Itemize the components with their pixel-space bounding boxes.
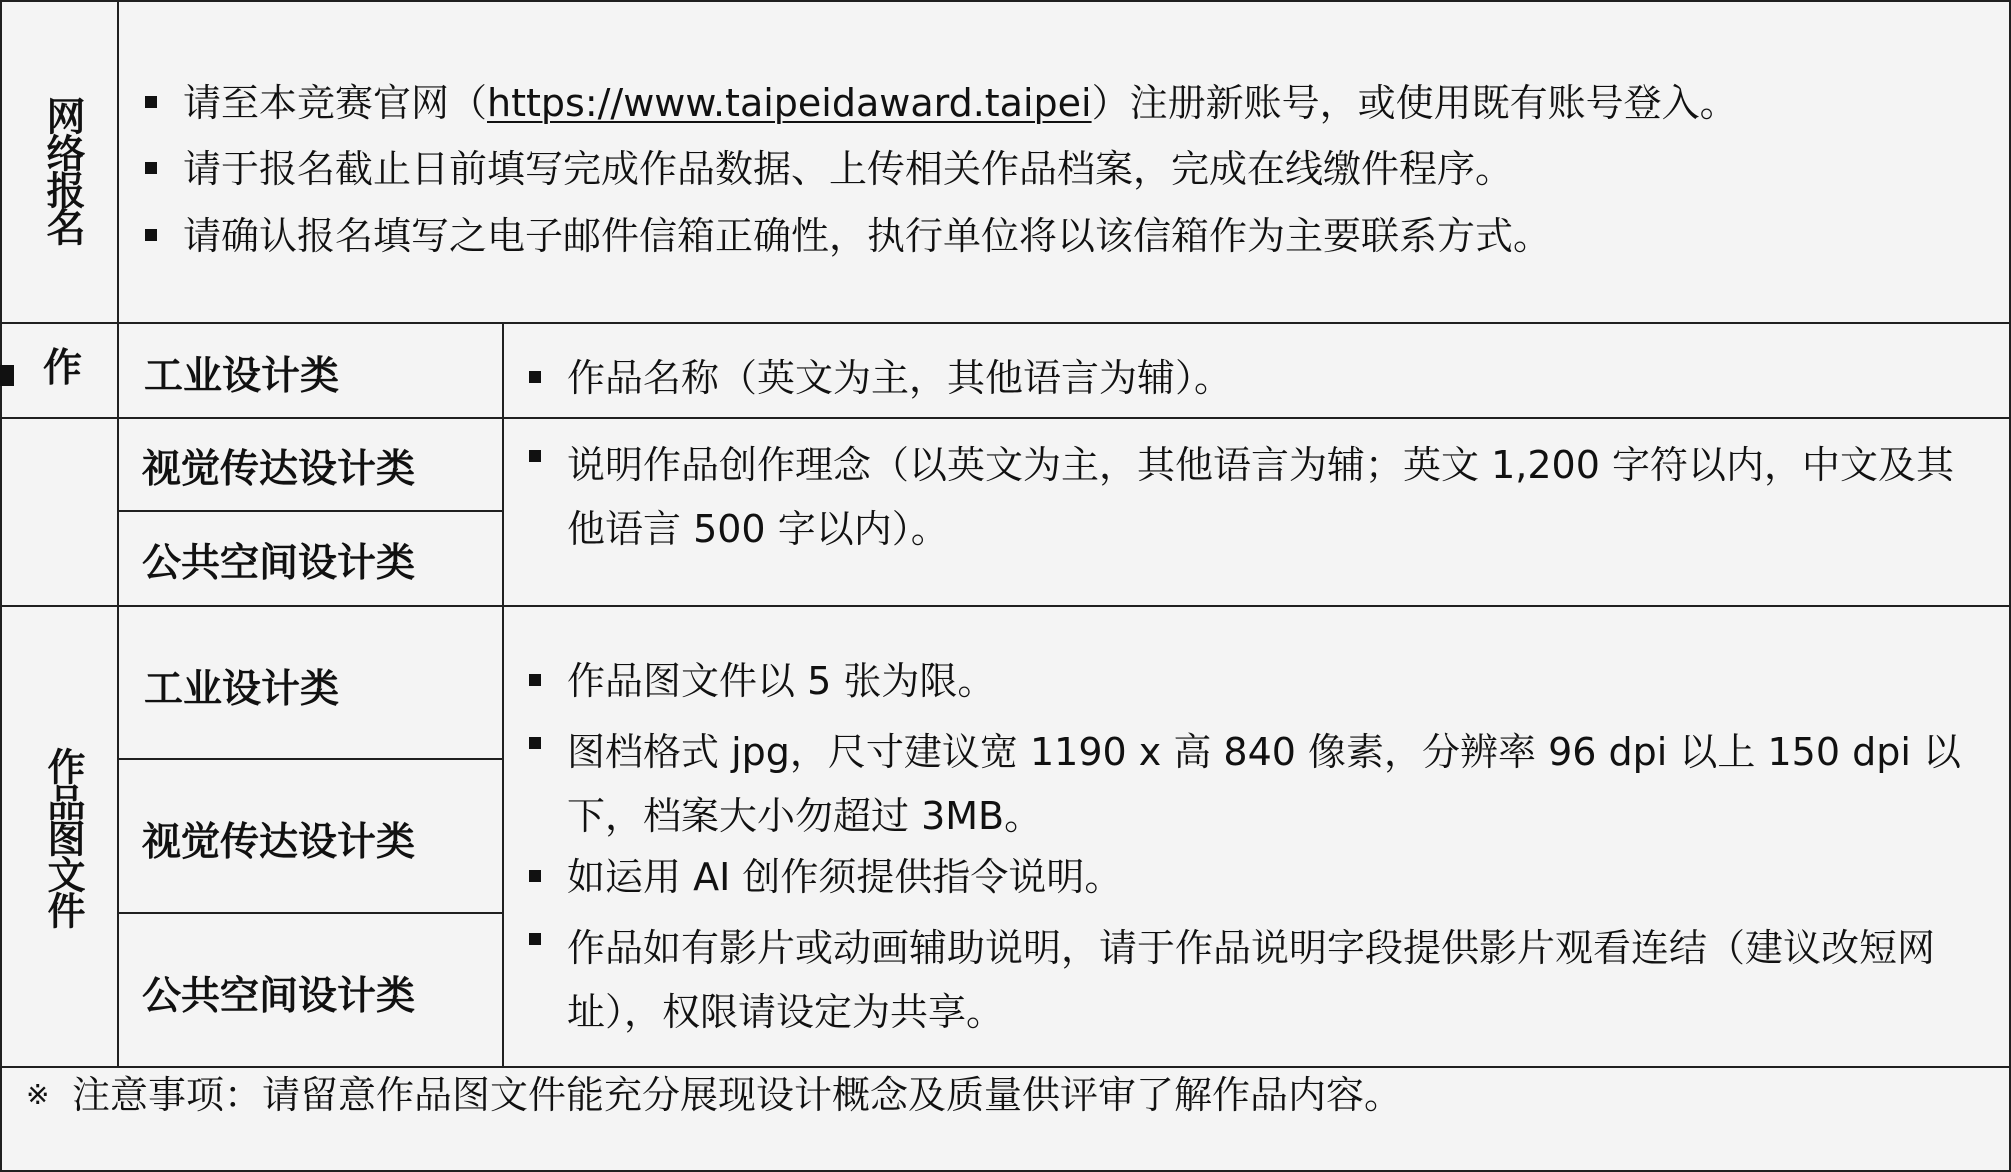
category-column-divider xyxy=(502,322,504,1066)
registration-bullet-email xyxy=(145,212,1865,260)
square-bullet-icon xyxy=(145,96,157,108)
registration-bullet-deadline xyxy=(145,145,1865,193)
square-bullet-icon xyxy=(529,371,541,383)
work-description-bottom-border xyxy=(0,605,2011,607)
work-concept-bullet xyxy=(529,433,1984,561)
important-note xyxy=(26,1071,1402,1119)
image-public-space-category: 公共空间设计类 xyxy=(142,974,416,1019)
registration-deadline-text: 请于报名截止日前填写完成作品数据、上传相关作品档案，完成在线缴件程序。 xyxy=(183,147,1514,191)
image-files-heading: 作品图文件 xyxy=(41,747,85,927)
image-format-text: 图档格式 jpg，尺寸建议宽 1190 x 高 840 像素，分辨率 96 dpi 以上 150 dpi 以下，档案大小勿超过 3MB。 xyxy=(567,730,1961,838)
image-count-text: 作品图文件以 5 张为限。 xyxy=(567,659,996,703)
registration-website-text xyxy=(145,79,1865,127)
registration-email-text: 请确认报名填写之电子邮件信箱正确性，执行单位将以该信箱作为主要联系方式。 xyxy=(183,214,1552,258)
visual-communication-category: 视觉传达设计类 xyxy=(142,447,416,492)
visual-public-divider xyxy=(117,510,502,512)
industrial-design-category: 工业设计类 xyxy=(144,354,340,399)
public-space-category: 公共空间设计类 xyxy=(142,541,416,586)
image-category-divider-2 xyxy=(117,912,502,914)
registration-heading: 网络报名 xyxy=(40,96,85,244)
registration-bullet-website xyxy=(145,79,1865,127)
image-industrial-design-category: 工业设计类 xyxy=(144,667,340,712)
work-concept-text: 说明作品创作理念（以英文为主，其他语言为辅；英文 1,200 字符以内，中文及其他语言 500 字以内）。 xyxy=(567,443,1954,551)
ai-instruction-text: 如运用 AI 创作须提供指令说明。 xyxy=(567,855,1123,899)
image-files-bottom-border xyxy=(0,1066,2011,1068)
square-bullet-icon xyxy=(529,450,541,462)
registration-website-after: ）注册新账号，或使用既有账号登入。 xyxy=(1091,81,1738,125)
video-link-text: 作品如有影片或动画辅助说明，请于作品说明字段提供影片观看连结（建议改短网址），权限请设定为共享。 xyxy=(567,926,1936,1034)
registration-website-before: 请至本竞赛官网（ xyxy=(183,81,488,125)
image-visual-communication-category: 视觉传达设计类 xyxy=(142,820,416,865)
work-info-partial-heading: 作 xyxy=(43,346,83,391)
square-bullet-icon xyxy=(529,674,541,686)
first-column-divider xyxy=(117,0,119,1066)
video-link-bullet xyxy=(529,916,1984,1044)
square-bullet-icon xyxy=(529,870,541,882)
image-format-bullet xyxy=(529,720,1984,848)
work-name-bullet xyxy=(529,354,1984,402)
registration-bottom-border xyxy=(0,322,2011,324)
work-name-text: 作品名称（英文为主，其他语言为辅）。 xyxy=(567,356,1233,400)
image-category-divider-1 xyxy=(117,758,502,760)
important-note-text: 注意事项：请留意作品图文件能充分展现设计概念及质量供评审了解作品内容。 xyxy=(72,1073,1403,1117)
square-bullet-icon xyxy=(145,162,157,174)
table-top-border xyxy=(0,0,2011,2)
partial-heading-fragment xyxy=(0,365,14,386)
image-count-bullet xyxy=(529,657,1984,705)
work-name-bottom-border xyxy=(0,417,2011,419)
square-bullet-icon xyxy=(529,737,541,749)
table-left-border xyxy=(0,0,2,1172)
note-reference-icon: ※ xyxy=(26,1078,50,1111)
square-bullet-icon xyxy=(529,933,541,945)
square-bullet-icon xyxy=(145,229,157,241)
official-website-link[interactable]: https://www.taipeidaward.taipei xyxy=(487,81,1092,125)
ai-instruction-bullet xyxy=(529,853,1984,901)
